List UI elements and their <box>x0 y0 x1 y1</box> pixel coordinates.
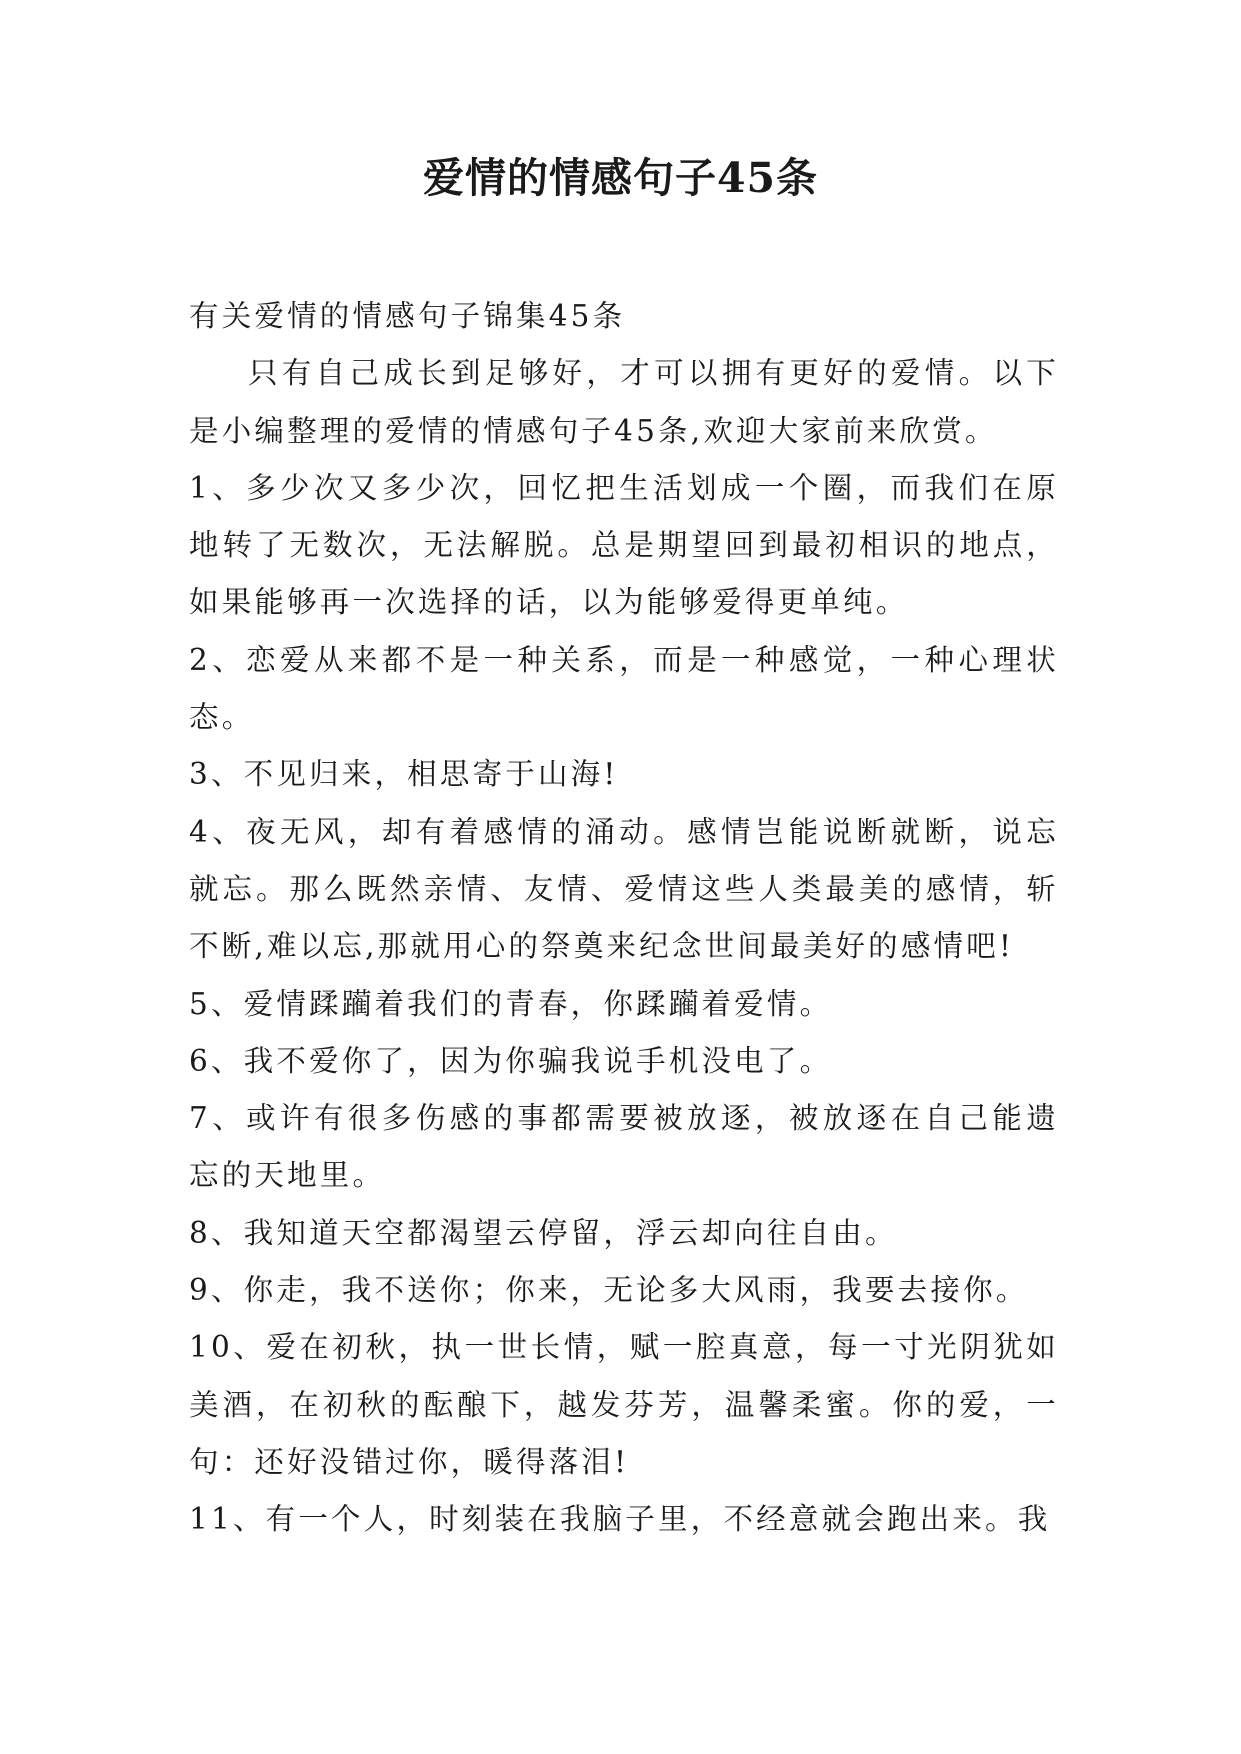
list-item: 1、多少次又多少次，回忆把生活划成一个圈，而我们在原地转了无数次，无法解脱。总是期望回到最初相识的地点，如果能够再一次选择的话，以为能够爱得更单纯。 <box>189 470 1059 620</box>
document-body <box>189 288 1059 1549</box>
intro-paragraph: 只有自己成长到足够好，才可以拥有更好的爱情。以下是小编整理的爱情的情感句子45条,欢迎大家前来欣赏。 <box>189 356 1059 448</box>
list-item: 7、或许有很多伤感的事都需要被放逐，被放逐在自己能遗忘的天地里。 <box>189 1101 1059 1193</box>
list-item: 10、爱在初秋，执一世长情，赋一腔真意，每一寸光阴犹如美酒，在初秋的酝酿下，越发芬芳，温馨柔蜜。你的爱，一句：还好没错过你，暖得落泪! <box>189 1330 1059 1479</box>
list-item: 3、不见归来，相思寄于山海! <box>189 757 619 792</box>
list-item: 2、恋爱从来都不是一种关系，而是一种感觉，一种心理状态。 <box>189 642 1059 735</box>
list-item: 11、有一个人，时刻装在我脑子里，不经意就会跑出来。我 <box>189 1502 1051 1537</box>
document-subtitle: 有关爱情的情感句子锦集45条 <box>189 299 626 333</box>
list-item: 4、夜无风，却有着感情的涌动。感情岂能说断就断，说忘就忘。那么既然亲情、友情、爱情这些人类最美的感情，斩不断,难以忘,那就用心的祭奠来纪念世间最美好的感情吧! <box>189 814 1059 964</box>
list-item: 5、爱情蹂躏着我们的青春，你蹂躏着爱情。 <box>189 986 833 1021</box>
list-item: 8、我知道天空都渴望云停留，浮云却向往自由。 <box>189 1215 898 1250</box>
list-item: 9、你走，我不送你；你来，无论多大风雨，我要去接你。 <box>189 1273 1029 1308</box>
list-item: 6、我不爱你了，因为你骗我说手机没电了。 <box>189 1043 833 1078</box>
document-title: 爱情的情感句子45条 <box>422 154 819 202</box>
